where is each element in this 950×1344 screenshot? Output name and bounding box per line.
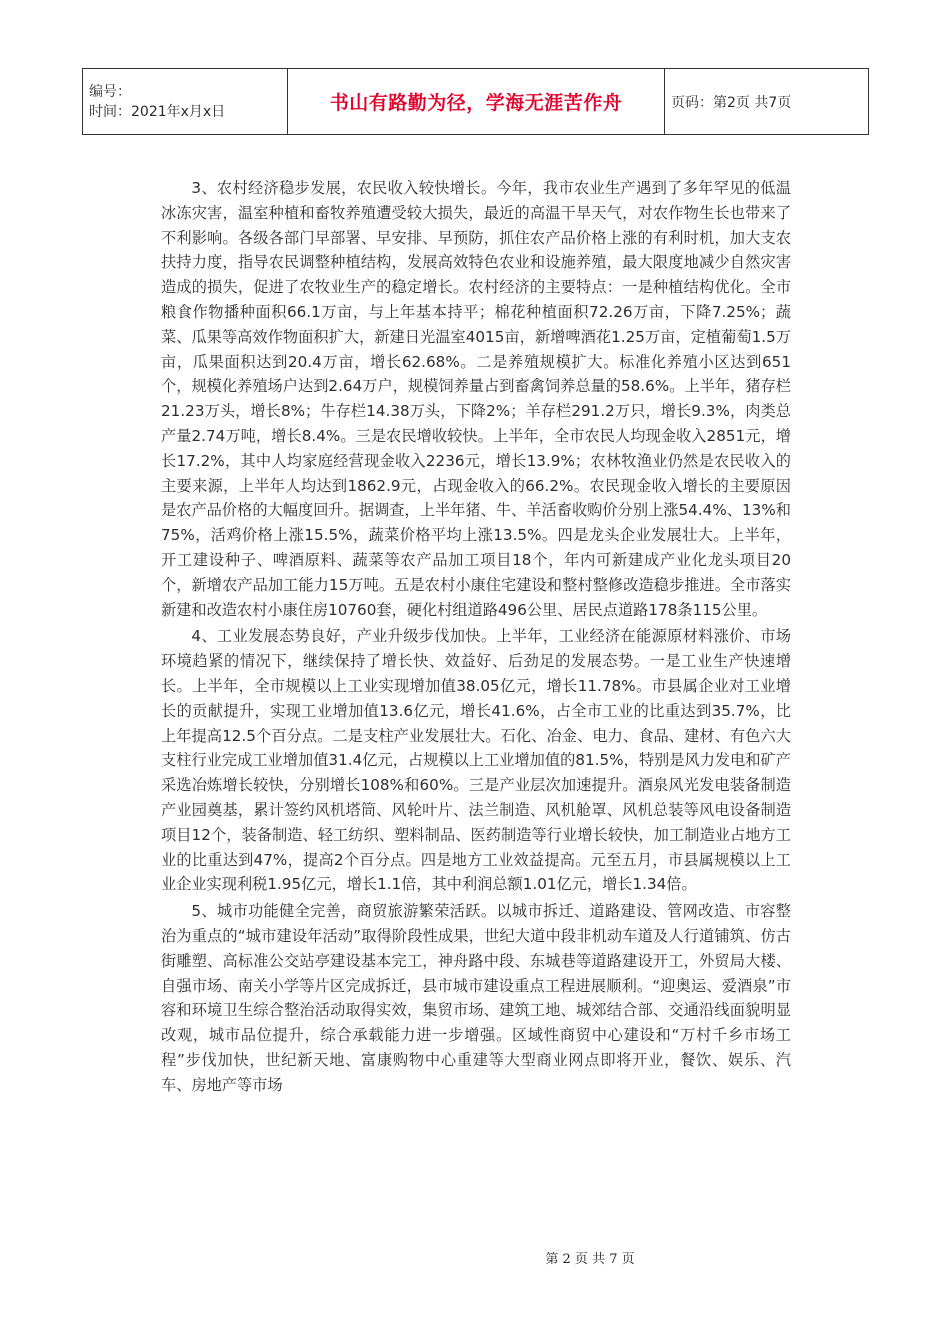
document-meta: [83, 69, 288, 135]
time-label: 时间：2021年x月x日: [89, 103, 226, 120]
paragraph-city: 5、城市功能健全完善，商贸旅游繁荣活跃。以城市拆迁、道路建设、管网改造、市容整治为重点的“城市建设年活动”取得阶段性成果，世纪大道中段非机动车道及人行道铺筑、仿古街雕塑、高标准公交站亭建设基本完工，神舟路中段、东城巷等道路建设开工，外贸局大楼、自强市场、南关小学等片区完成拆迁，县市城市建设重点工程进展顺利。“迎奥运、爱酒泉”市容和环境卫生综合整治活动取得实效，集贸市场、建筑工地、城郊结合部、交通沿线面貌明显改观，城市品位提升，综合承载能力进一步增强。区域性商贸中心建设和“万村千乡市场工程”步伐加快，世纪新天地、富康购物中心重建等大型商业网点即将开业，餐饮、娱乐、汽车、房地产等市场: [161, 902, 791, 1094]
document-body: [161, 176, 791, 1099]
page-info: 页码：第2页 共7页: [665, 69, 869, 135]
paragraph-agriculture: 3、农村经济稳步发展，农民收入较快增长。今年，我市农业生产遇到了多年罕见的低温冰冻灾害，温室种植和畜牧养殖遭受较大损失，最近的高温干旱天气，对农作物生长也带来了不利影响。各级各部门早部署、早安排、早预防，抓住农产品价格上涨的有利时机，加大支农扶持力度，指导农民调整种植结构，发展高效特色农业和设施养殖，最大限度地减少自然灾害造成的损失，促进了农牧业生产的稳定增长。农村经济的主要特点：一是种植结构优化。全市粮食作物播种面积66.1万亩，与上年基本持平；棉花种植面积72.26万亩，下降7.25%；蔬菜、瓜果等高效作物面积扩大，新建日光温室4015亩，新增啤酒花1.25万亩，定植葡萄1.5万亩，瓜果面积达到20.4万亩，增长62.68%。二是养殖规模扩大。标准化养殖小区达到651个，规模化养殖场户达到2.64万户，规模饲养量占到畜禽饲养总量的58.6%。上半年，猪存栏21.23万头，增长8%；牛存栏14.38万头，下降2%；羊存栏291.2万只，增长9.3%，肉类总产量2.74万吨，增长8.4%。三是农民增收较快。上半年，全市农民人均现金收入2851元，增长17.2%，其中人均家庭经营现金收入2236元，增长13.9%；农林牧渔业仍然是农民收入的主要来源，上半年人均达到1862.9元，占现金收入的66.2%。农民现金收入增长的主要原因是农产品价格的大幅度回升。据调查，上半年猪、牛、羊活畜收购价分别上涨54.4%、13%和75%，活鸡价格上涨15.5%，蔬菜价格平均上涨13.5%。四是龙头企业发展壮大。上半年，开工建设种子、啤酒原料、蔬菜等农产品加工项目18个，年内可新建成产业化龙头项目20个，新增农产品加工能力15万吨。五是农村小康住宅建设和整村整修改造稳步推进。全市落实新建和改造农村小康住房10760套，硬化村组道路496公里、居民点道路178条115公里。: [161, 179, 791, 619]
page-footer: 第 2 页 共 7 页: [545, 1252, 635, 1267]
page-header: [82, 68, 869, 135]
number-label: 编号：: [89, 83, 131, 100]
header-motto: 书山有路勤为径，学海无涯苦作舟: [288, 69, 665, 135]
paragraph-industry: 4、工业发展态势良好，产业升级步伐加快。上半年，工业经济在能源原材料涨价、市场环境趋紧的情况下，继续保持了增长快、效益好、后劲足的发展态势。一是工业生产快速增长。上半年，全市规模以上工业实现增加值38.05亿元，增长11.78%。市县属企业对工业增长的贡献提升，实现工业增加值13.6亿元，增长41.6%，占全市工业的比重达到35.7%，比上年提高12.5个百分点。二是支柱产业发展壮大。石化、冶金、电力、食品、建材、有色六大支柱行业完成工业增加值31.4亿元，占规模以上工业增加值的81.5%，特别是风力发电和矿产采选冶炼增长较快，分别增长108%和60%。三是产业层次加速提升。酒泉风光发电装备制造产业园奠基，累计签约风机塔筒、风轮叶片、法兰制造、风机舱罩、风机总装等风电设备制造项目12个，装备制造、轻工纺织、塑料制品、医药制造等行业增长较快，加工制造业占地方工业的比重达到47%，提高2个百分点。四是地方工业效益提高。元至五月，市县属规模以上工业企业实现利税1.95亿元，增长1.1倍，其中利润总额1.01亿元，增长1.34倍。: [161, 627, 791, 894]
